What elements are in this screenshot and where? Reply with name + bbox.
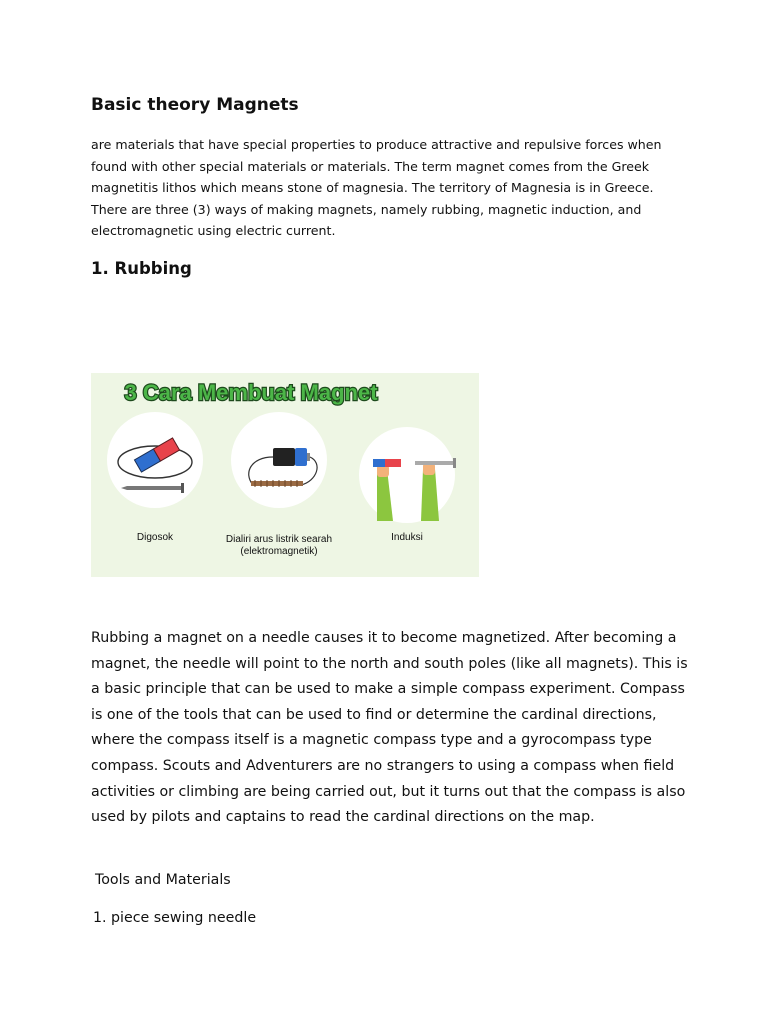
- electromagnetic-circle: [231, 412, 327, 508]
- rubbing-circle: [107, 412, 203, 508]
- illustration-title: 3 Cara Membuat Magnet: [124, 380, 378, 405]
- label-dialiri-line2: (elektromagnetik): [240, 546, 318, 557]
- list-item: 1. piece sewing needle: [93, 910, 257, 926]
- rubbing-paragraph: Rubbing a magnet on a needle causes it to become magnetized. After becoming a magnet, the needle will point to the north and south poles (like all magnets). This is a basic principle that can be used to make a simple compass experiment. Compass is one of the tools that can be used to find or determine the cardinal directions, where the compass itself is a magnetic compass type and a gyrocompass type compass. Scouts and Adventurers are no strangers to using a compass when field activities or climbing are being carried out, but it turns out that the compass is also used by pilots and captains to read the cardinal directions on the map.: [91, 630, 688, 826]
- magnet-methods-illustration: [91, 373, 479, 577]
- induction-circle: [359, 427, 456, 523]
- page-title: Basic theory Magnets: [91, 95, 299, 115]
- label-digosok: Digosok: [136, 532, 174, 543]
- tools-materials-heading: Tools and Materials: [95, 872, 231, 888]
- label-dialiri-line1: Dialiri arus listrik searah: [225, 534, 333, 545]
- coil-nail-icon: [251, 480, 303, 487]
- battery-icon: [273, 448, 310, 466]
- label-induksi: Induksi: [391, 532, 423, 543]
- section-heading-rubbing: 1. Rubbing: [91, 259, 192, 278]
- intro-paragraph: are materials that have special properties to produce attractive and repulsive forces when found with other special materials or materials. The term magnet comes from the Greek magnetitis lithos which means stone of magnesia. The territory of Magnesia is in Greece. There are three (3) ways of making magnets, namely rubbing, magnetic induction, and electromagnetic using electric current.: [91, 137, 662, 239]
